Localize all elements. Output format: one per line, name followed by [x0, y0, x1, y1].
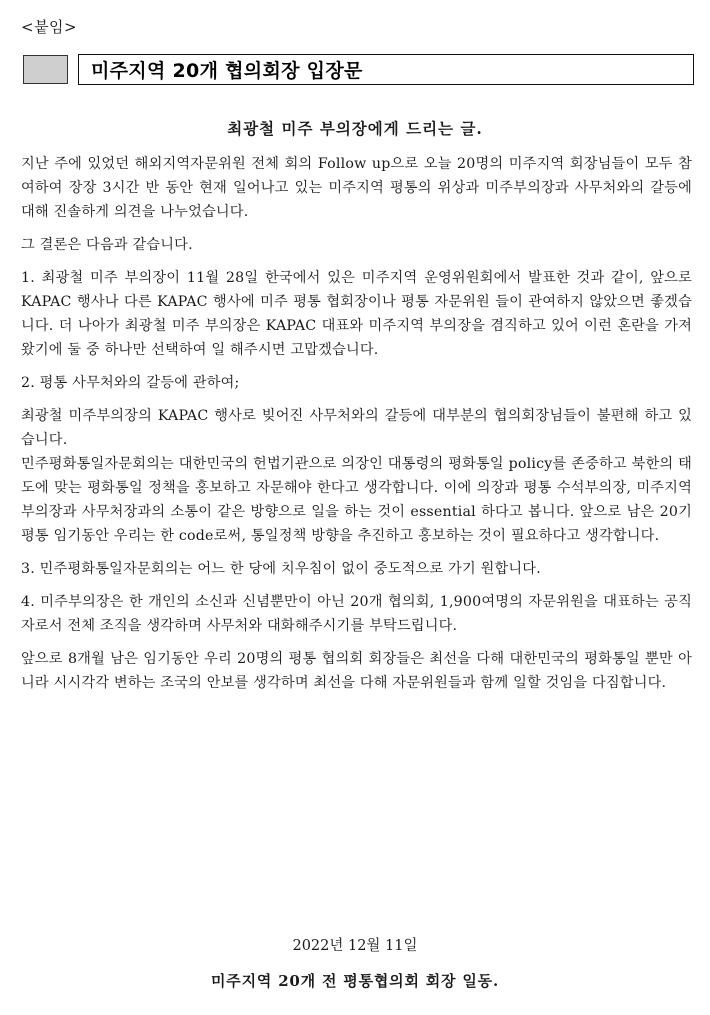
letter-signature: 미주지역 20개 전 평통협의회 회장 일동. — [211, 972, 499, 990]
letter-heading: 최광철 미주 부의장에게 드리는 글. — [227, 119, 483, 138]
point-2-paragraph-a: 최광철 미주부의장의 KAPAC 행사로 빚어진 사무처와의 갈등에 대부분의 협의회장님들이 불편해 하고 있습니다. — [21, 408, 692, 448]
title-marker-square — [23, 55, 68, 84]
letter-date: 2022년 12월 11일 — [292, 938, 418, 954]
point-1-paragraph: 1. 최광철 미주 부의장이 11월 28일 한국에서 있은 미주지역 운영위원회에서 발표한 것과 같이, 앞으로 KAPAC 행사나 다른 KAPAC 행사에 미주 평통 협회장이나 평통 자문위원 들이 관여하지 않았으면 좋겠습니다. 더 나아가 최광철 미주 부의장은 KAPAC 대표와 미주지역 부의장을 겸직하고 있어 이런 혼란을 가져왔기에 둘 중 하나만 선택하여 일 해주시면 고맙겠습니다. — [21, 270, 692, 358]
point-4-paragraph: 4. 미주부의장은 한 개인의 소신과 신념뿐만이 아닌 20개 협의회, 1,900여명의 자문위원을 대표하는 공직자로서 전체 조직을 생각하며 사무처와 대화해주시기를 부탁드립니다. — [21, 594, 692, 634]
intro-paragraph: 지난 주에 있었던 해외지역자문위원 전체 회의 Follow up으로 오늘 20명의 미주지역 회장님들이 모두 참여하여 장장 3시간 반 동안 현재 일어나고 있는 미주지역 평통의 위상과 미주부의장과 사무처와의 갈등에 대해 진솔하게 의견을 나누었습니다. — [21, 156, 692, 220]
letter-body — [21, 152, 692, 704]
document-title: 미주지역 20개 협의회장 입장문 — [78, 54, 694, 85]
point-2-heading: 2. 평통 사무처와의 갈등에 관하여; — [21, 375, 240, 391]
point-2-paragraph-b: 민주평화통일자문회의는 대한민국의 헌법기관으로 의장인 대통령의 평화통일 policy를 존중하고 북한의 태도에 맞는 평화통일 정책을 홍보하고 자문해야 한다고 생각합니다. 이에 의장과 평통 수석부의장, 미주지역부의장과 사무처장과의 소통이 같은 방향으로 일을 하는 것이 essential 하다고 봅니다. 앞으로 남은 20기 평통 임기동안 우리는 한 code로써, 통일정책 방향을 추진하고 홍보하는 것이 필요하다고 생각합니다. — [21, 456, 692, 544]
point-3-paragraph: 3. 민주평화통일자문회의는 어느 한 당에 치우침이 없이 중도적으로 가기 원합니다. — [21, 561, 541, 577]
conclusion-intro-paragraph: 그 결론은 다음과 같습니다. — [21, 237, 193, 253]
closing-paragraph: 앞으로 8개월 남은 임기동안 우리 20명의 평통 협의회 회장들은 최선을 다해 대한민국의 평화통일 뿐만 아니라 시시각각 변하는 조국의 안보를 생각하며 최선을 다해 자문위원들과 함께 일할 것임을 다짐합니다. — [21, 651, 692, 691]
attachment-label: <붙임> — [21, 18, 78, 36]
title-row — [23, 54, 694, 85]
